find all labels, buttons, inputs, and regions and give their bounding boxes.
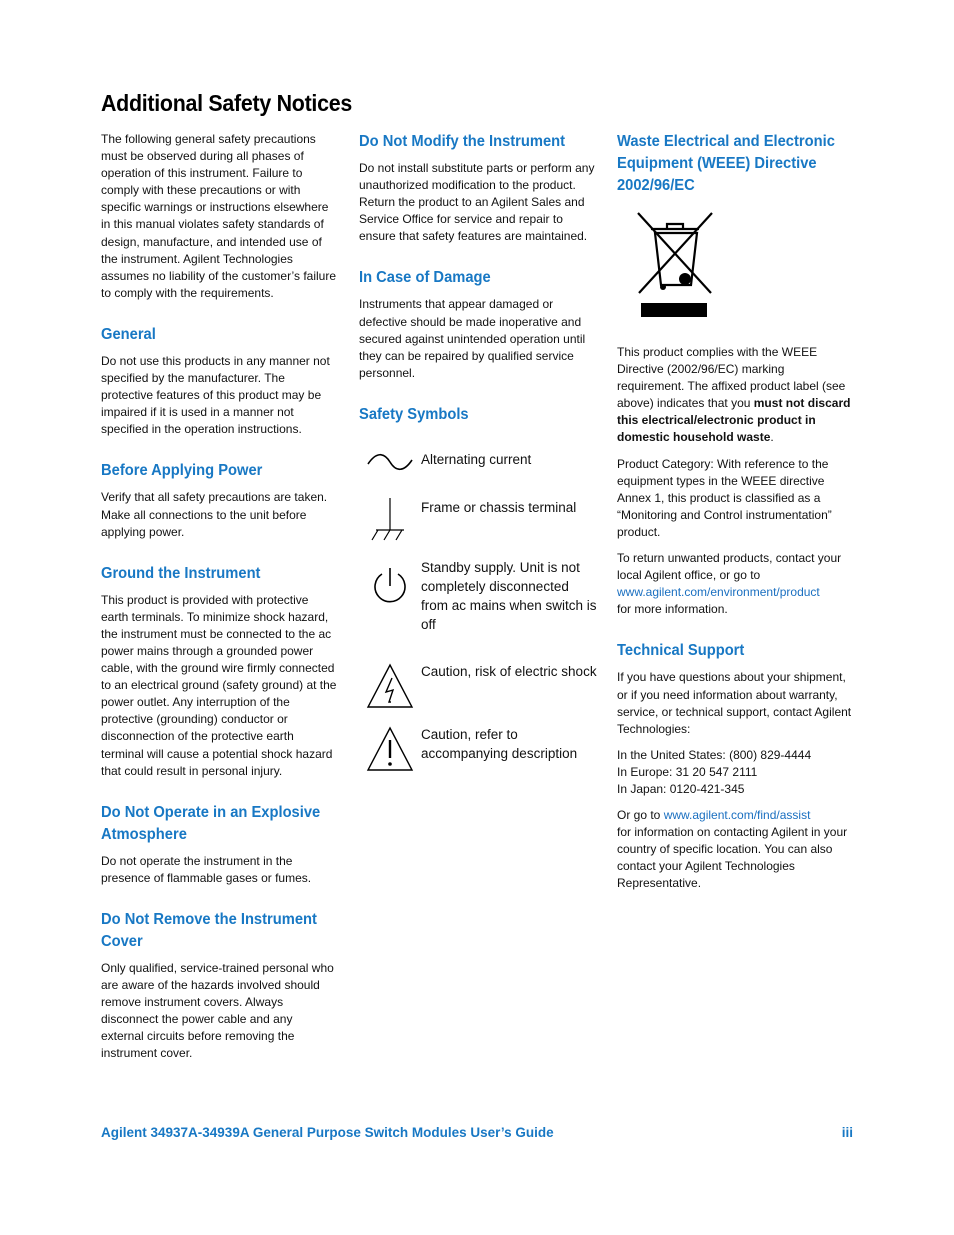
general-section xyxy=(101,324,337,438)
weee-return-text: To return unwanted products, contact your local Agilent office, or go to xyxy=(617,551,842,583)
support-paragraph-3 xyxy=(617,807,855,892)
support-goto-text: Or go to xyxy=(617,808,664,823)
support-section xyxy=(617,640,855,892)
modify-heading: Do Not Modify the Instrument xyxy=(359,133,566,150)
support-phones xyxy=(617,747,855,798)
weee-text-end: . xyxy=(770,430,774,445)
weee-text: This product complies with the WEEE Directive (2002/96/EC) marking requirement. The affixed product label (see above) indicates that you xyxy=(617,345,846,411)
page-footer xyxy=(101,1125,853,1140)
footer-guide-title: Agilent 34937A-34939A General Purpose Switch Modules User’s Guide xyxy=(101,1125,554,1140)
modify-paragraph: Do not install substitute parts or perform any unauthorized modification to the product. Return the product to an Agilent Sales and Service Office for service and repair to ensure that safety features are maintained. xyxy=(359,161,595,244)
assist-link[interactable]: www.agilent.com/find/assist xyxy=(663,808,811,823)
symbols-section xyxy=(359,404,597,785)
phone-jp: In Japan: 0120-421-345 xyxy=(617,781,745,796)
ground-paragraph: This product is provided with protective earth terminals. To minimize shock hazard, the instrument must be connected to the ac power mains through a grounded power cable, with the ground wire firmly connected to an electrical ground (safety ground) at the power outlet. Any interruption of the protective (grounding) conductor or disconnection of the protective earth terminal will cause a potential shock hazard that could result in personal injury. xyxy=(101,592,337,778)
explosive-paragraph: Do not operate the instrument in the presence of flammable gases or fumes. xyxy=(101,853,312,885)
alternating-current-icon xyxy=(359,450,421,474)
weee-paragraph-3 xyxy=(617,550,855,618)
symbol-row-shock xyxy=(359,662,597,725)
intro-section xyxy=(101,131,337,302)
phone-eu: In Europe: 31 20 547 2111 xyxy=(617,764,758,779)
page-title: Additional Safety Notices xyxy=(101,90,352,116)
symbol-label: Alternating current xyxy=(421,451,532,467)
standby-power-icon xyxy=(359,558,421,608)
modify-section xyxy=(359,131,597,245)
symbol-label: Caution, refer to accompanying description xyxy=(421,726,578,761)
weee-paragraph-1 xyxy=(617,344,855,447)
weee-bin-icon xyxy=(635,209,855,326)
damage-heading: In Case of Damage xyxy=(359,269,491,287)
support-heading: Technical Support xyxy=(617,642,745,660)
before-power-paragraph: Verify that all safety precautions are taken. Make all connections to the unit before applying power. xyxy=(101,490,328,539)
ground-heading: Ground the Instrument xyxy=(101,564,261,582)
electric-shock-icon xyxy=(359,662,421,712)
chassis-terminal-icon xyxy=(359,498,421,546)
symbol-label: Caution, risk of electric shock xyxy=(421,663,597,679)
support-end-text: for information on contacting Agilent in your country of specific location. You can also contact your Agilent Technologies Representative. xyxy=(617,825,848,891)
cover-section xyxy=(101,909,337,1063)
damage-paragraph: Instruments that appear damaged or defective should be made inoperative and secured against unintended operation until they can be repaired by qualified service personnel. xyxy=(359,297,586,380)
explosive-section xyxy=(101,802,337,887)
symbol-row-standby xyxy=(359,558,597,662)
weee-bold-text: must not discard this electrical/electronic product in domestic household waste xyxy=(617,396,851,445)
phone-us: In the United States: (800) 829-4444 xyxy=(617,747,812,762)
intro-paragraph: The following general safety precautions must be observed during all phases of operation of this instrument. Failure to comply with these precautions or with specific warnings or instructions elsewhere in this manual violates safety standards of design, manufacture, and intended use of the instrument. Agilent Technologies assumes no liability of the customer’s failure to comply with the requirements. xyxy=(101,132,336,300)
cover-heading: Do Not Remove the Instrument Cover xyxy=(101,910,317,950)
support-paragraph-1: If you have questions about your shipment, or if you need information about warranty, service, or technical support, contact Agilent Technologies: xyxy=(617,670,852,736)
before-power-heading: Before Applying Power xyxy=(101,462,263,480)
symbol-row-caution xyxy=(359,725,597,785)
explosive-heading: Do Not Operate in an Explosive Atmosphere xyxy=(101,803,321,843)
column-left xyxy=(101,131,337,1084)
column-right xyxy=(617,131,855,902)
general-heading: General xyxy=(101,325,156,343)
caution-icon xyxy=(359,725,421,775)
before-power-section xyxy=(101,460,337,540)
general-paragraph: Do not use this products in any manner not specified by the manufacturer. The protective features of this product may be impaired if it is used in a manner not specified in the operation instructions. xyxy=(101,353,330,437)
weee-section xyxy=(617,131,855,618)
cover-paragraph: Only qualified, service-trained personal who are aware of the hazards involved should remove instrument covers. Always disconnect the power cable and any external circuits before removing the instrument cover. xyxy=(101,960,334,1061)
symbol-row-chassis xyxy=(359,498,597,558)
symbol-label: Standby supply. Unit is not completely disconnected from ac mains when switch is off xyxy=(421,559,597,632)
symbol-row-ac xyxy=(359,450,597,498)
environment-link[interactable]: www.agilent.com/environment/product xyxy=(617,585,820,600)
column-middle xyxy=(359,131,597,785)
weee-paragraph-2: Product Category: With reference to the equipment types in the WEEE directive Annex 1, this product is classified as a “Monitoring and Control instrumentation” product. xyxy=(617,456,832,539)
symbol-label: Frame or chassis terminal xyxy=(421,499,577,515)
weee-return-end: for more information. xyxy=(617,602,728,617)
page-number: iii xyxy=(841,1125,853,1140)
symbols-heading: Safety Symbols xyxy=(359,405,469,423)
ground-section xyxy=(101,563,337,780)
damage-section xyxy=(359,267,597,381)
weee-heading: Waste Electrical and Electronic Equipment (WEEE) Directive 2002/96/EC xyxy=(617,133,835,194)
